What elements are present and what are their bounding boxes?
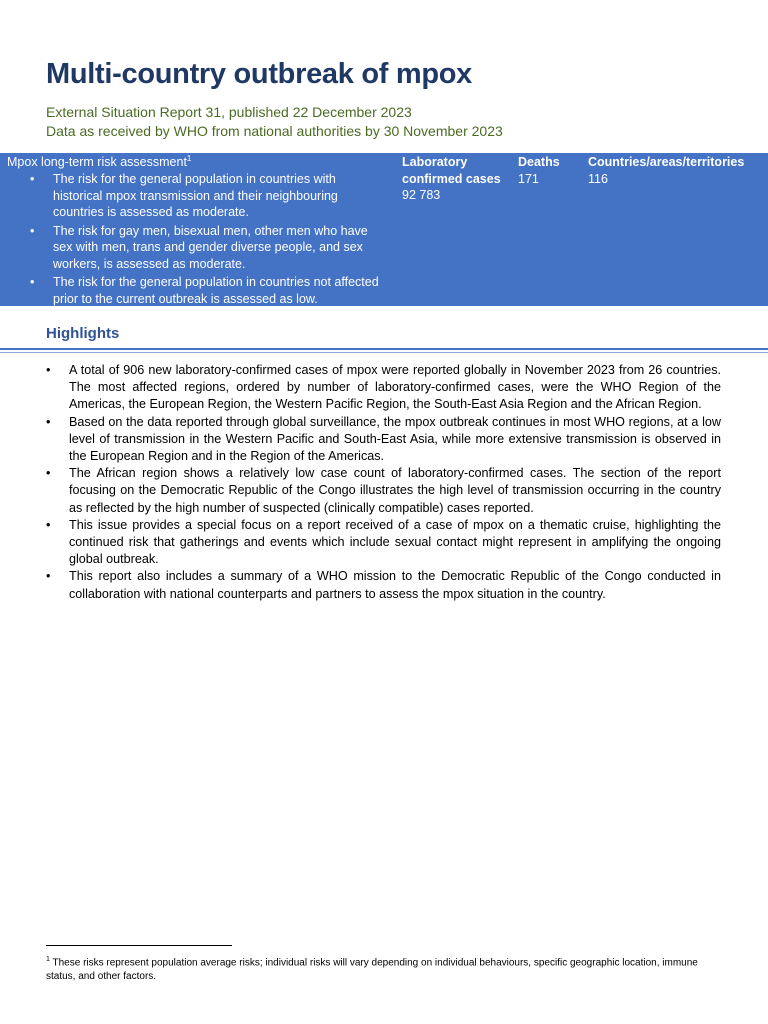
risk-assessment-heading (7, 154, 191, 169)
stat-countries (588, 154, 768, 187)
summary-banner (0, 153, 768, 306)
highlight-item: • Based on the data reported through global surveillance, the mpox outbreak continues in most WHO regions, at a low level of transmission in the Western Pacific and South-East Asia, while more extensive transmission is observed in the European Region and in the Region of the Americas. (69, 414, 721, 466)
stat-lab-confirmed-value: 92 783 (402, 188, 441, 202)
section-divider (0, 348, 768, 350)
stat-countries-label: Countries/areas/territories (588, 155, 745, 169)
footnote-text: These risks represent population average risks; individual risks will vary depending on individual behaviours, specific geographic location, immune status, and other factors. (46, 957, 698, 982)
report-subtitle: External Situation Report 31, published 22 December 2023 (46, 104, 412, 120)
highlights-list (69, 362, 721, 603)
risk-assessment-heading-text: Mpox long-term risk assessment (7, 155, 187, 170)
footnote-marker: 1 (46, 956, 50, 963)
page-title: Multi-country outbreak of mpox (46, 58, 473, 90)
stat-deaths (518, 154, 578, 187)
risk-item: • The risk for the general population in countries not affected prior to the current outbreak is assessed as low. (53, 274, 388, 307)
footnote-separator (46, 945, 232, 946)
highlight-item: • This issue provides a special focus on a report received of a case of mpox on a thematic cruise, highlighting the continued risk that gatherings and events which include sexual contact might represent in amplifying the ongoing global outbreak. (69, 517, 721, 569)
highlight-item: • A total of 906 new laboratory-confirmed cases of mpox were reported globally in November 2023 from 26 countries. The most affected regions, ordered by number of laboratory-confirmed cases, were the WHO Region of the Americas, the European Region, the Western Pacific Region, the South-East Asia Region and the African Region. (69, 362, 721, 414)
risk-item: • The risk for the general population in countries with historical mpox transmission and their neighbouring countries is assessed as moderate. (53, 171, 388, 221)
risk-item: • The risk for gay men, bisexual men, other men who have sex with men, trans and gender diverse people, and sex workers, is assessed as moderate. (53, 223, 388, 273)
stat-lab-confirmed-label: Laboratory confirmed cases (402, 155, 501, 186)
risk-footnote-marker: 1 (186, 154, 192, 163)
data-source-subtitle: Data as received by WHO from national authorities by 30 November 2023 (46, 123, 503, 139)
stat-deaths-value: 171 (518, 171, 539, 186)
footnote (46, 953, 726, 983)
stat-lab-confirmed (402, 154, 510, 204)
highlight-item: • The African region shows a relatively low case count of laboratory-confirmed cases. The section of the report focusing on the Democratic Republic of the Congo illustrates the high level of transmission occurring in the country as reflected by the high number of suspected (clinically compatible) cases reported. (69, 465, 721, 517)
stat-deaths-label: Deaths (518, 155, 560, 169)
highlight-item: • This report also includes a summary of a WHO mission to the Democratic Republic of the Congo conducted in collaboration with national counterparts and partners to assess the mpox situation in the country. (69, 568, 721, 602)
risk-list (53, 171, 388, 309)
stat-countries-value: 116 (588, 171, 608, 186)
section-divider-thin (0, 352, 768, 353)
highlights-heading: Highlights (46, 325, 120, 342)
